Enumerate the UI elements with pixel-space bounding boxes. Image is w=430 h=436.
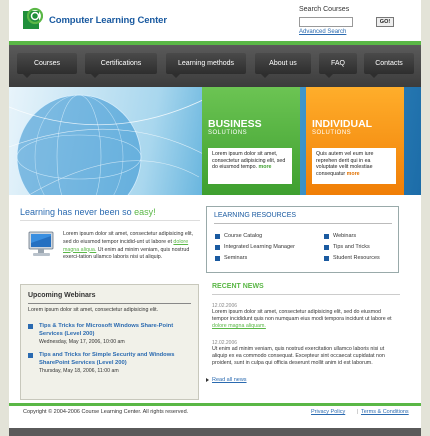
webinar-date: Wednesday, May 17, 2006, 10:00 am <box>39 339 125 345</box>
webinars-divider <box>28 303 191 304</box>
globe-graphic <box>9 87 209 195</box>
tagline-emphasis: easy! <box>134 207 156 217</box>
advanced-search-link[interactable]: Advanced Search <box>299 29 347 35</box>
nav-item-label: Courses <box>33 60 61 67</box>
tagline-text: Learning has never been so <box>20 207 135 217</box>
read-all-news-link[interactable]: Read all news <box>212 377 247 383</box>
promo-more-link[interactable]: more <box>346 170 360 177</box>
webinars-intro: Lorem ipsum dolor sit amet, consectetur adipisicing elit. <box>28 307 159 313</box>
footer-separator: | <box>357 409 359 415</box>
arrow-right-icon <box>206 378 209 382</box>
nav-item-certifications[interactable] <box>85 53 157 74</box>
site-title[interactable]: Computer Learning Center <box>49 15 167 26</box>
news-body: Lorem ipsum dolor sit amet, consectetur adipisicing elit, sed do eiusmod tempor incididunt quis non numquam eius modi tempora incidunt ut labore et <box>212 309 392 322</box>
news-item <box>212 340 398 367</box>
webinar-title[interactable]: Tips & Tricks for Microsoft Windows Share-Point Services (Level 200) <box>39 323 174 337</box>
computer-monitor-icon <box>27 230 57 258</box>
recent-news-title: RECENT NEWS <box>212 283 264 290</box>
webinar-date: Thursday, May 18, 2006, 11:00 am <box>39 368 119 374</box>
bullet-icon <box>215 256 220 261</box>
intro-link[interactable]: dolore magna aliqua. <box>63 238 189 253</box>
nav-item-learning-methods[interactable] <box>166 53 246 74</box>
promo-subtitle: SOLUTIONS <box>208 130 248 136</box>
nav-item-faq[interactable] <box>319 53 357 74</box>
promo-subtitle: SOLUTIONS <box>312 130 352 136</box>
page <box>9 0 421 436</box>
nav-item-label: Contacts <box>375 60 403 67</box>
resources-title: LEARNING RESOURCES <box>214 212 297 219</box>
main-nav <box>9 45 421 87</box>
webinar-title[interactable]: Tips and Tricks for Simple Security and Windows SharePoint Services (Level 200) <box>39 352 175 366</box>
nav-item-about-us[interactable] <box>255 53 311 74</box>
nav-item-label: Learning methods <box>177 60 235 67</box>
news-date: 12.02.2006 <box>212 340 238 346</box>
search-go-button[interactable]: GO! <box>376 17 394 27</box>
bullet-icon <box>28 353 33 358</box>
promo-title: INDIVIDUAL <box>312 118 373 130</box>
resources-divider <box>214 223 392 224</box>
news-body: Ut enim ad minim veniam, quis nostrud exercitation ullamco laboris nisi ut aliquip ex ea commodo consequat. Excepteur sint occaecat cupidatat non proident, sunt in culpa qui officia deserunt mollit anim id est laborum. <box>212 346 385 366</box>
individual-solutions-promo[interactable] <box>306 87 404 195</box>
tagline <box>20 207 156 217</box>
footer-bottom-bar <box>9 428 421 436</box>
resource-label: Integrated Learning Manager <box>224 244 295 250</box>
tagline-divider <box>20 220 200 221</box>
bullet-icon <box>324 234 329 239</box>
bullet-icon <box>324 256 329 261</box>
copyright-text: Copyright © 2004-2006 Course Learning Center. All rights reserved. <box>23 409 189 415</box>
privacy-policy-link[interactable]: Privacy Policy <box>311 409 346 415</box>
nav-item-label: FAQ <box>330 60 345 67</box>
nav-item-label: About us <box>269 60 297 67</box>
learning-resources-box <box>206 206 399 273</box>
nav-item-contacts[interactable] <box>364 53 414 74</box>
bullet-icon <box>215 245 220 250</box>
news-date: 12.02.2006 <box>212 303 238 309</box>
search-input[interactable] <box>299 17 353 27</box>
intro-text-2: Ut enim ad minim veniam, quis nostrud exerci-tation ullamco laboris nisi ut aliquip. <box>63 246 190 261</box>
promo-text-box <box>312 148 396 184</box>
promo-text-box <box>208 148 292 184</box>
intro-paragraph <box>63 231 203 262</box>
bullet-icon <box>28 324 33 329</box>
news-text <box>212 346 398 367</box>
news-text <box>212 309 398 330</box>
news-divider <box>212 294 400 295</box>
resource-label: Student Resources <box>333 255 380 261</box>
business-solutions-promo[interactable] <box>202 87 300 195</box>
resource-label: Webinars <box>333 233 357 239</box>
search-label: Search Courses <box>299 6 350 13</box>
hero-banner <box>9 87 421 195</box>
resource-label: Seminars <box>224 255 248 261</box>
resource-label: Course Catalog <box>224 233 263 239</box>
promo-title: BUSINESS <box>208 118 262 130</box>
webinars-title: Upcoming Webinars <box>28 292 96 299</box>
nav-item-courses[interactable] <box>17 53 77 74</box>
bullet-icon <box>215 234 220 239</box>
nav-item-label: Certifications <box>100 60 142 67</box>
intro-text-1: Lorem ipsum dolor sit amet, consectetur adipisicing elit, sed do eiusmod tempor incidid-unt ut labore et <box>63 231 194 245</box>
promo-more-link[interactable]: more <box>258 164 272 171</box>
bullet-icon <box>324 245 329 250</box>
promo-text: Lorem ipsum dolor sit amet, consectetur adipisicing elit, sed do eiusmod tempo. <box>212 151 286 171</box>
logo-icon <box>23 7 43 29</box>
news-link[interactable]: dolore magna aliquam. <box>212 323 266 329</box>
terms-link[interactable]: Terms & Conditions <box>361 409 409 415</box>
news-item <box>212 303 398 330</box>
resource-label: Tips and Tricks <box>333 244 370 250</box>
upcoming-webinars-box <box>20 284 199 400</box>
promo-text: Quis autem vel eum iure reprehen derit qui in ea voluptate velit molestiae consequatur <box>316 151 374 177</box>
